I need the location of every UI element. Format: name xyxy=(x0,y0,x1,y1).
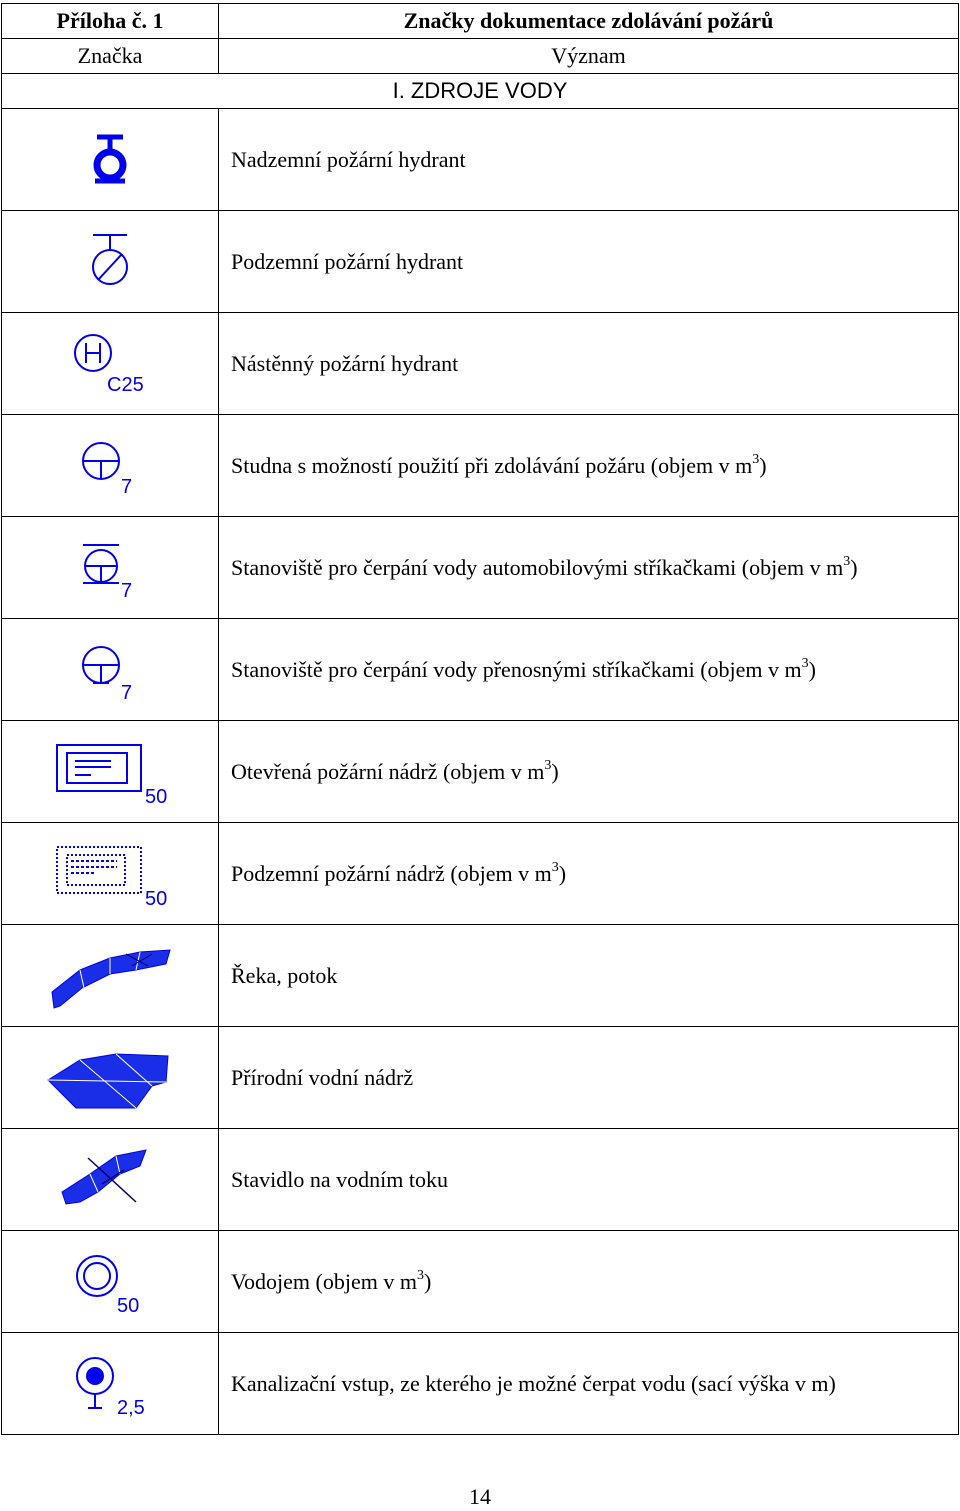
row-text: Studna s možností použití při zdolávání požáru (objem v m xyxy=(231,453,753,478)
section-row xyxy=(2,74,959,109)
vehicle-pump-station-icon xyxy=(55,533,165,603)
table-row xyxy=(2,1231,959,1333)
above-ground-hydrant-icon xyxy=(55,125,165,195)
symbol-label: 50 xyxy=(145,785,168,807)
table-row xyxy=(2,415,959,517)
row-text-suffix: ) xyxy=(558,861,567,886)
wall-hydrant-icon xyxy=(55,329,165,399)
row-text-suffix: ) xyxy=(850,555,858,580)
table-row xyxy=(2,1027,959,1129)
row-text: Kanalizační vstup, ze kterého je možné čerpat vodu (sací výška v m) xyxy=(231,1371,836,1396)
well-icon xyxy=(55,431,165,501)
symbol-label: 7 xyxy=(121,579,133,602)
superscript: 3 xyxy=(843,553,851,569)
row-text: Stavidlo na vodním toku xyxy=(231,1167,448,1192)
table-row xyxy=(2,109,959,211)
row-text-suffix: ) xyxy=(551,759,559,784)
river-icon xyxy=(40,940,180,1012)
table-row xyxy=(2,619,959,721)
row-text: Vodojem (objem v m xyxy=(231,1269,417,1294)
annex-label: Příloha č. 1 xyxy=(2,4,219,39)
table-row xyxy=(2,823,959,925)
row-text: Stanoviště pro čerpání vody automobilovými stříkačkami (objem v m xyxy=(231,555,844,580)
open-tank-icon xyxy=(45,737,175,807)
table-row xyxy=(2,925,959,1027)
row-text: Nadzemní požární hydrant xyxy=(231,147,466,172)
table-row xyxy=(2,1129,959,1231)
superscript: 3 xyxy=(752,451,760,467)
column-header-symbol: Značka xyxy=(2,39,219,74)
weir-icon xyxy=(40,1144,180,1216)
symbols-table xyxy=(1,3,959,1435)
superscript: 3 xyxy=(551,859,559,875)
underground-hydrant-icon xyxy=(55,227,165,297)
column-header-row xyxy=(2,39,959,74)
section-title: I. ZDROJE VODY xyxy=(2,74,959,109)
row-text-suffix: ) xyxy=(423,1269,432,1294)
table-row xyxy=(2,1333,959,1435)
row-text: Podzemní požární nádrž (objem v m xyxy=(231,861,552,886)
symbol-label: 50 xyxy=(117,1294,140,1317)
portable-pump-station-icon xyxy=(55,635,165,705)
symbol-label: C25 xyxy=(107,373,144,396)
row-text-suffix: ) xyxy=(808,657,816,682)
symbol-label: 7 xyxy=(121,681,133,704)
page-number: 14 xyxy=(469,1484,491,1509)
table-row xyxy=(2,313,959,415)
sewer-inlet-icon xyxy=(55,1348,165,1420)
superscript: 3 xyxy=(416,1267,424,1283)
symbol-label: 2,5 xyxy=(117,1396,145,1419)
table-row xyxy=(2,721,959,823)
title-row xyxy=(2,4,959,39)
row-text: Nástěnný požární hydrant xyxy=(231,351,459,376)
column-header-meaning: Význam xyxy=(219,39,959,74)
natural-reservoir-icon xyxy=(40,1042,180,1114)
row-text: Přírodní vodní nádrž xyxy=(231,1065,414,1090)
underground-tank-icon xyxy=(45,839,175,909)
table-row xyxy=(2,517,959,619)
row-text-suffix: ) xyxy=(759,453,767,478)
water-tower-icon xyxy=(55,1246,165,1318)
row-text: Stanoviště pro čerpání vody přenosnými stříkačkami (objem v m xyxy=(231,657,802,682)
superscript: 3 xyxy=(544,757,552,773)
row-text: Otevřená požární nádrž (objem v m xyxy=(231,759,545,784)
symbol-label: 50 xyxy=(145,887,168,909)
row-text: Řeka, potok xyxy=(231,963,338,988)
table-row xyxy=(2,211,959,313)
row-text: Podzemní požární hydrant xyxy=(231,249,464,274)
symbol-label: 7 xyxy=(121,475,133,498)
document-title: Značky dokumentace zdolávání požárů xyxy=(219,4,959,39)
superscript: 3 xyxy=(801,655,809,671)
